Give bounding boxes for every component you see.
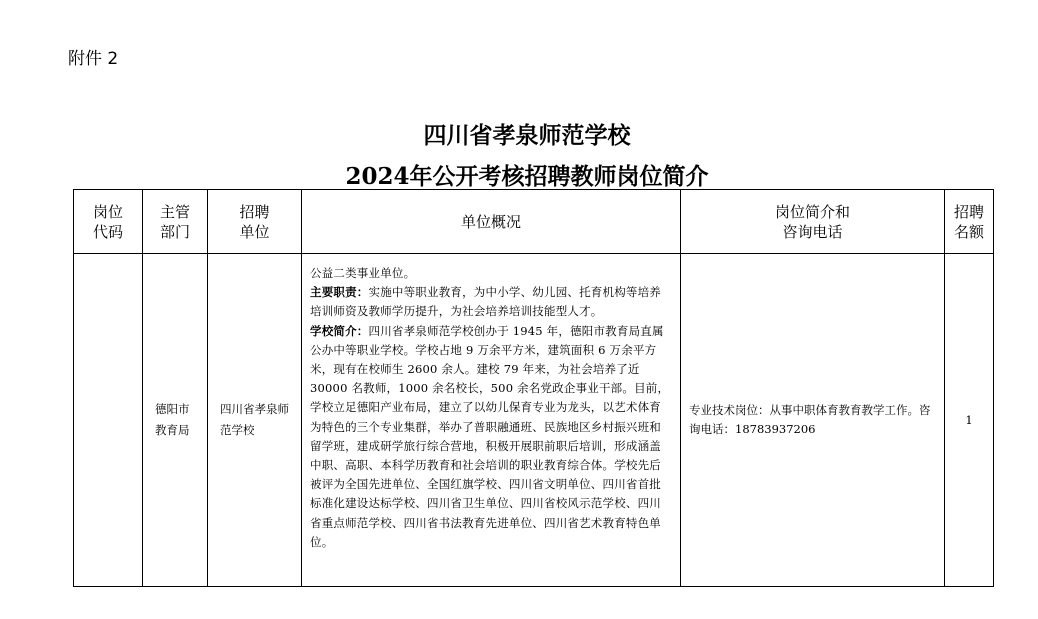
- header-line: 代码: [92, 222, 123, 241]
- overview-duties: [310, 283, 672, 321]
- header-department: [143, 190, 208, 254]
- table-header-row: [74, 190, 994, 254]
- header-overview: 单位概况: [302, 190, 681, 254]
- header-line: 招聘: [953, 202, 984, 221]
- overview-profile: [310, 322, 672, 552]
- cell-overview: [302, 254, 681, 587]
- attachment-label: 附件 2: [68, 49, 119, 69]
- cell-recruiting-unit: 四川省孝泉师范学校: [208, 254, 302, 587]
- cell-position-info: 专业技术岗位：从事中职体育教育教学工作。咨询电话：18783937206: [681, 254, 945, 587]
- overview-intro: 公益二类事业单位。: [310, 266, 416, 280]
- header-line: 咨询电话: [782, 222, 843, 241]
- header-position-code: [74, 190, 143, 254]
- duty-label: 主要职责：: [310, 285, 369, 300]
- cell-position-code: [74, 254, 143, 587]
- header-line: 岗位简介和: [774, 202, 850, 221]
- recruitment-table: [73, 189, 994, 587]
- header-line: 单位: [239, 222, 270, 241]
- duty-text: 实施中等职业教育，为中小学、幼儿园、托育机构等培养培训师资及教师学历提升，为社会培养培训技能型人才。: [310, 285, 661, 319]
- header-line: 主管: [159, 202, 190, 221]
- profile-text: 四川省孝泉师范学校创办于 1945 年，德阳市教育局直属公办中等职业学校。学校占地 9 万余平方米，建筑面积 6 万余平方米，现有在校师生 2600 余人。建校 79 年来，为社会培养了近 30000 名教师，1000 余名校长，500 余名党政企事业干部。目前，学校立足德阳产业布局，建立了以幼儿保育专业为龙头，以艺术体育为特色的三个专业集群，举办了普职融通班、民族地区乡村振兴班和留学班，建成研学旅行综合营地，积极开展职前职后培训，形成涵盖中职、高职、本科学历教育和社会培训的职业教育综合体。学校先后被评为全国先进单位、全国红旗学校、四川省文明单位、四川省首批标准化建设达标学校、四川省卫生单位、四川省校风示范学校、四川省重点师范学校、四川省书法教育先进单位、四川省艺术教育特色单位。: [310, 323, 670, 549]
- profile-label: 学校简介：: [310, 323, 369, 338]
- header-line: 岗位: [92, 202, 123, 221]
- header-position-info: [681, 190, 945, 254]
- header-line: 名额: [953, 222, 984, 241]
- header-line: 招聘: [239, 202, 270, 221]
- header-recruiting-unit: [208, 190, 302, 254]
- document-title: 四川省孝泉师范学校: [423, 122, 631, 149]
- cell-department: 德阳市教育局: [143, 254, 208, 587]
- table-row: [74, 254, 994, 587]
- cell-quota: 1: [945, 254, 994, 587]
- header-line: 部门: [159, 222, 190, 241]
- document-subtitle: 2024年公开考核招聘教师岗位简介: [345, 163, 709, 190]
- header-quota: [945, 190, 994, 254]
